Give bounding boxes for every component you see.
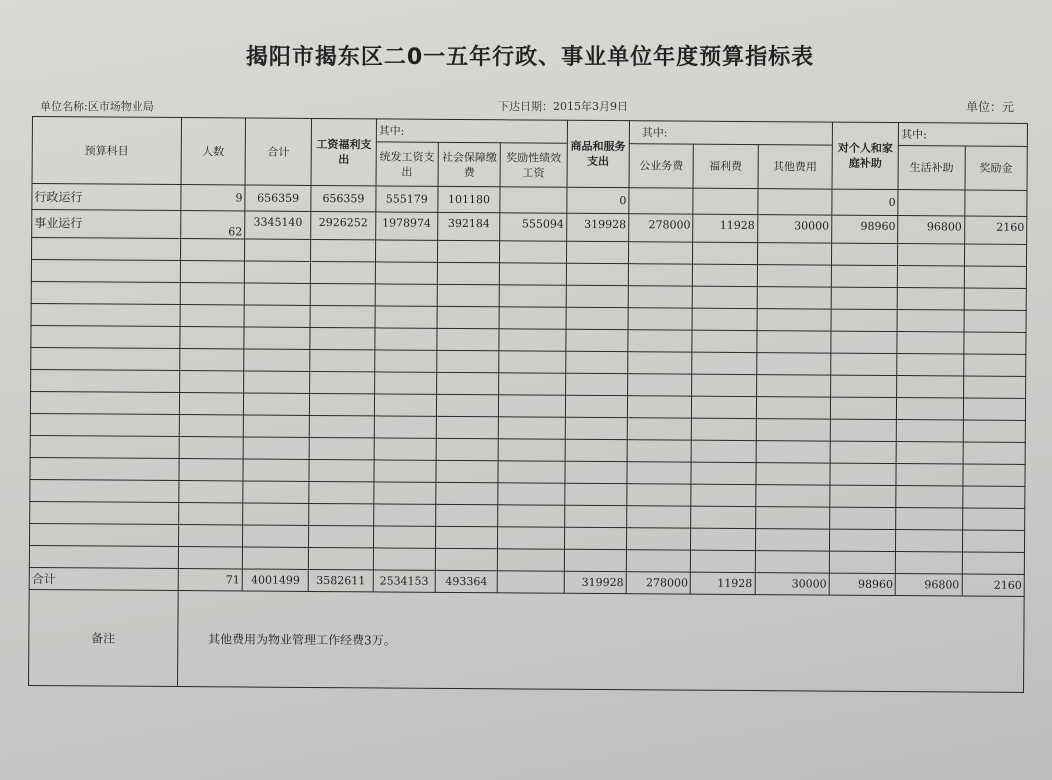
row-basic-pay: 1978974 — [375, 212, 437, 240]
row-welfare — [693, 188, 757, 214]
header-individual: 对个人和家庭补助 — [832, 122, 899, 189]
totals-total: 4001499 — [242, 569, 308, 591]
row-other — [757, 189, 832, 216]
totals-other: 30000 — [755, 573, 830, 596]
header-wage-among: 其中: — [376, 119, 567, 143]
row-bonus — [500, 187, 567, 213]
totals-award: 2160 — [962, 574, 1025, 596]
row-name: 行政运行 — [32, 184, 181, 211]
row-living: 96800 — [898, 216, 965, 244]
budget-table — [28, 116, 1028, 693]
header-welfare: 福利费 — [693, 144, 758, 188]
header-wage: 工资福利支出 — [311, 118, 376, 185]
header-social: 社会保障缴费 — [438, 142, 501, 186]
row-goods: 319928 — [566, 213, 628, 241]
totals-goods: 319928 — [564, 571, 626, 593]
unit-label: 单位：元 — [966, 100, 1015, 114]
totals-people: 71 — [178, 569, 242, 591]
header-individual-among: 其中: — [899, 123, 1028, 147]
row-social: 392184 — [438, 212, 500, 240]
header-living: 生活补助 — [898, 146, 965, 190]
row-living — [898, 190, 965, 216]
remarks-row — [29, 589, 1025, 692]
header-item: 预算科目 — [32, 117, 181, 185]
row-name: 事业运行 — [32, 210, 181, 239]
row-bonus: 555094 — [500, 213, 567, 241]
page-title: 揭阳市揭东区二0一五年行政、事业单位年度预算指标表 — [245, 45, 815, 70]
header-basic-pay: 统发工资支出 — [376, 142, 439, 186]
totals-welfare: 11928 — [690, 572, 754, 594]
row-total: 3345140 — [245, 211, 312, 239]
header-people: 人数 — [181, 118, 246, 185]
row-wage: 2926252 — [311, 211, 376, 239]
row-award: 2160 — [964, 216, 1027, 244]
header-goods-among: 其中: — [629, 121, 832, 145]
row-award — [964, 190, 1027, 216]
totals-official: 278000 — [626, 572, 690, 594]
totals-bonus — [497, 571, 563, 593]
header-other: 其他费用 — [758, 145, 833, 190]
remarks-label: 备注 — [29, 589, 178, 686]
unit-name: 单位名称:区市场物业局 — [40, 100, 154, 113]
totals-social: 493364 — [435, 570, 497, 592]
totals-name: 合计 — [29, 567, 178, 590]
totals-living: 96800 — [895, 574, 961, 596]
row-official: 278000 — [629, 214, 694, 242]
header-bonus: 奖励性绩效工资 — [500, 143, 567, 187]
row-people: 9 — [181, 185, 245, 211]
row-people: 62 — [180, 211, 245, 239]
row-individual: 0 — [832, 189, 899, 215]
totals-wage: 3582611 — [309, 569, 373, 591]
header-official: 公业务费 — [629, 144, 694, 188]
row-social: 101180 — [438, 186, 500, 212]
header-total: 合计 — [245, 118, 312, 185]
row-official — [629, 188, 693, 214]
issue-date: 下达日期：2015年3月9日 — [498, 100, 628, 113]
remarks-text: 其他费用为物业管理工作经费3万。 — [177, 591, 1024, 693]
row-welfare: 11928 — [693, 214, 758, 242]
totals-basic-pay: 2534153 — [373, 570, 435, 592]
header-goods: 商品和服务支出 — [567, 120, 630, 187]
row-basic-pay: 555179 — [376, 186, 438, 212]
header-award: 奖励金 — [965, 146, 1028, 190]
row-other: 30000 — [757, 215, 832, 244]
row-goods: 0 — [566, 187, 628, 213]
row-individual: 98960 — [832, 215, 899, 243]
row-wage: 656359 — [311, 185, 375, 211]
row-total: 656359 — [245, 185, 312, 211]
totals-individual: 98960 — [829, 573, 895, 595]
